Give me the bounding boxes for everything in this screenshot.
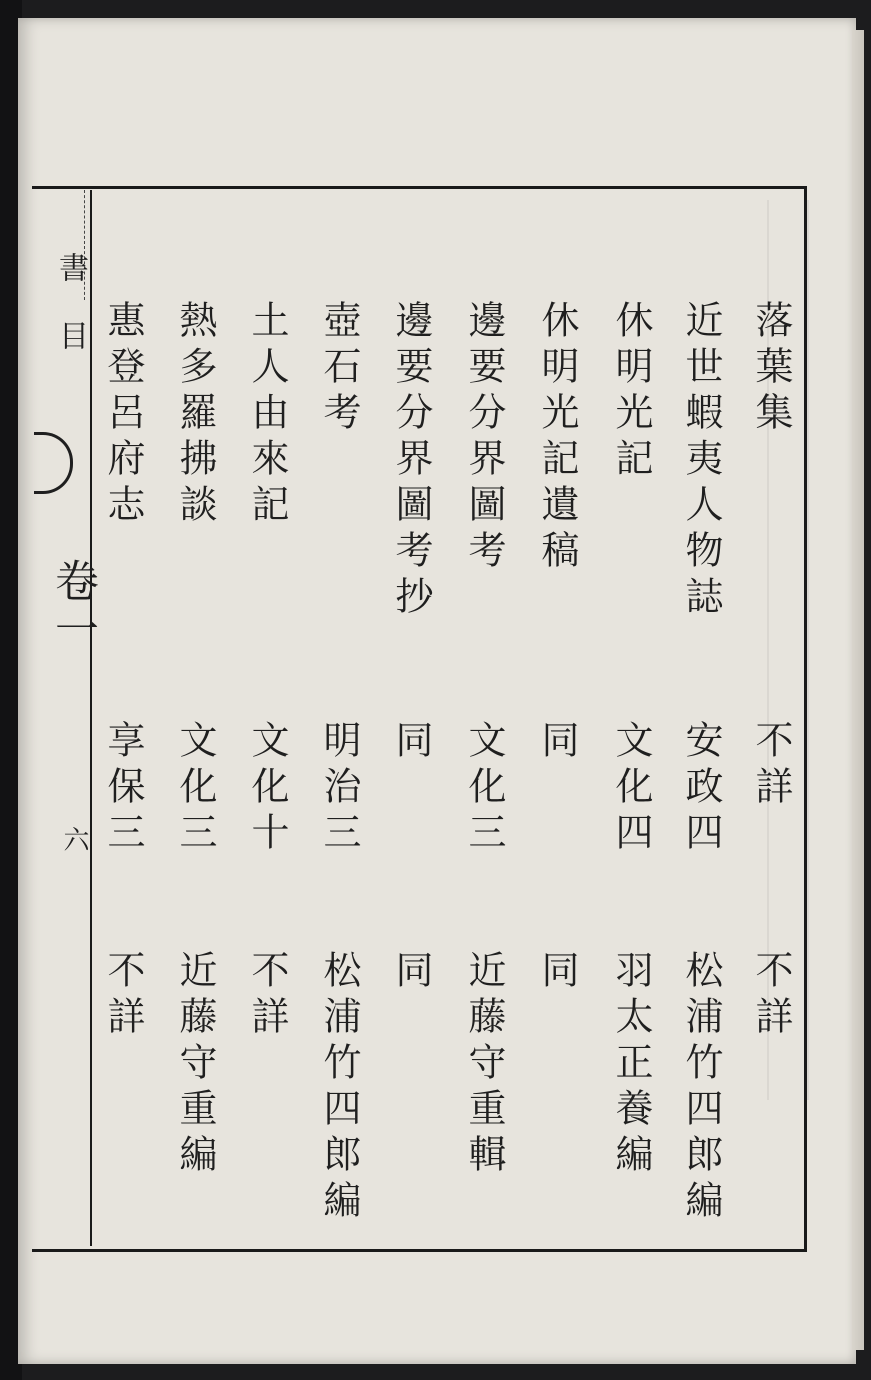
entry-title: 土人由來記: [245, 300, 289, 530]
entry-title: 壺石考: [317, 300, 361, 438]
entry-author: 不詳: [101, 950, 145, 1042]
entry-author: 不詳: [245, 950, 289, 1042]
entry-title: 近世蝦夷人物誌: [679, 300, 723, 622]
next-page-edge: [852, 30, 864, 1350]
entry-author: 松浦竹四郎編: [679, 950, 723, 1226]
entry-title: 落葉集: [749, 300, 793, 438]
entry-title: 熱多羅拂談: [173, 300, 217, 530]
entry-date: 文化四: [609, 720, 653, 858]
entry-date: 安政四: [679, 720, 723, 858]
entry-title: 休明光記遺稿: [535, 300, 579, 576]
entry-author: 不詳: [749, 950, 793, 1042]
gutter-book-title: 書目: [53, 252, 88, 388]
entry-date: 文化十: [245, 720, 289, 858]
entry-title: 邊要分界圖考抄: [389, 300, 433, 622]
entry-date: 同: [389, 720, 433, 766]
entry-date: 享保三: [101, 720, 145, 858]
entry-date: 文化三: [462, 720, 506, 858]
entry-title: 惠登呂府志: [101, 300, 145, 530]
gutter-volume: 卷一: [47, 558, 98, 654]
entry-author: 近藤守重編: [173, 950, 217, 1180]
entry-date: 不詳: [749, 720, 793, 812]
entry-date: 同: [535, 720, 579, 766]
entry-author: 同: [389, 950, 433, 996]
entry-author: 羽太正養編: [609, 950, 653, 1180]
entry-title: 邊要分界圖考: [462, 300, 506, 576]
entry-author: 近藤守重輯: [462, 950, 506, 1180]
entry-author: 松浦竹四郎編: [317, 950, 361, 1226]
entry-title: 休明光記: [609, 300, 653, 484]
gutter-page-number: 六: [59, 826, 89, 852]
entry-date: 文化三: [173, 720, 217, 858]
entry-date: 明治三: [317, 720, 361, 858]
entry-author: 同: [535, 950, 579, 996]
